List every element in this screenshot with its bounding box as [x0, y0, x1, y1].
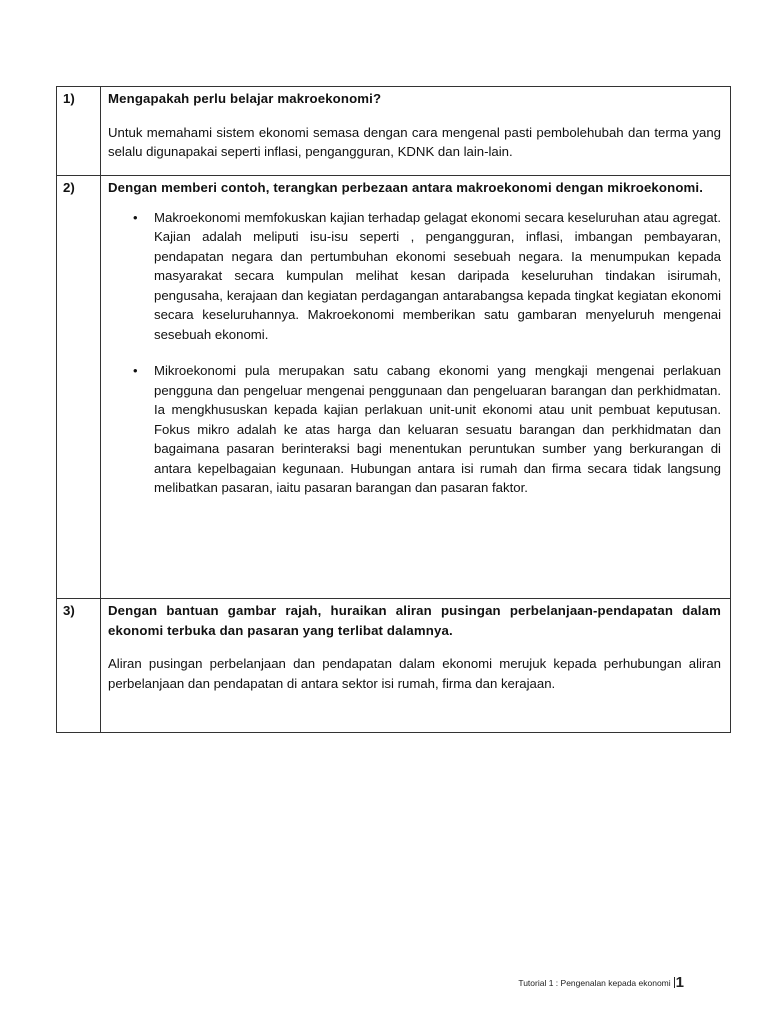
answer-text: Aliran pusingan perbelanjaan dan pendapatan dalam ekonomi merujuk kepada perhubungan aliran perbelanjaan dan pendapatan di antara sektor isi rumah, firma dan kerajaan. — [108, 656, 721, 691]
table-row — [57, 599, 731, 733]
bullet-text: Mikroekonomi pula merupakan satu cabang ekonomi yang mengkaji mengenai perlakuan pengguna dan pengeluar mengenai penggunaan dan pengeluaran barangan dan perkhidmatan. Ia mengkhususkan kepada kajian perlakuan unit-unit ekonomi atau unit pembuat keputusan. Fokus mikro adalah ke atas harga dan keluaran sesuatu barangan dan perkhidmatan dan bagaimana pasaran berinteraksi bagi menentukan peruntukan sumber yang berkurangan di antara kepelbagaian kegunaan. Hubungan antara isi rumah dan firma secara tidak langsung melibatkan pasaran, iaitu pasaran barangan dan pasaran faktor. — [154, 363, 721, 495]
question-number: 3) — [57, 599, 101, 733]
list-item — [108, 361, 721, 498]
question-number: 2) — [57, 176, 101, 599]
question-content — [101, 87, 731, 176]
table-row — [57, 87, 731, 176]
question-text: Dengan memberi contoh, terangkan perbezaan antara makroekonomi dengan mikroekonomi. — [108, 180, 704, 195]
question-text: Dengan bantuan gambar rajah, huraikan aliran pusingan perbelanjaan-pendapatan dalam ekonomi terbuka dan pasaran yang terlibat dalamnya. — [108, 603, 721, 638]
footer-divider — [674, 977, 675, 988]
table-row — [57, 176, 731, 599]
question-text: Mengapakah perlu belajar makroekonomi? — [108, 91, 382, 106]
footer-text: Tutorial 1 : Pengenalan kepada ekonomi — [518, 978, 671, 988]
answer-text: Untuk memahami sistem ekonomi semasa dengan cara mengenal pasti pembolehubah dan terma yang selalu digunapakai seperti inflasi, pengangguran, KDNK dan lain-lain. — [108, 124, 721, 159]
question-number: 1) — [57, 87, 101, 176]
question-content — [101, 599, 731, 733]
question-answer-table — [56, 86, 731, 733]
page-footer — [518, 974, 684, 991]
bullet-icon: • — [133, 363, 138, 378]
page-number: 1 — [675, 974, 684, 991]
bullet-text: Makroekonomi memfokuskan kajian terhadap gelagat ekonomi secara keseluruhan atau agregat. Kajian adalah meliputi isu-isu seperti , pengangguran, inflasi, imbangan pembayaran, pendapatan negara dan pertumbuhan ekonomi sesebuah negara. Ia menumpukan kepada masyarakat secara kumpulan melihat kesan daripada keseluruhan tindakan isirumah, pengusaha, kerajaan dan kegiatan perdagangan antarabangsa kepada tingkat kegiatan ekonomi secara keseluruhannya. Makroekonomi memberikan satu gambaran menyeluruh mengenai sesebuah ekonomi. — [154, 209, 721, 342]
bullet-icon: • — [133, 209, 138, 225]
question-content — [101, 176, 731, 599]
list-item — [108, 208, 721, 345]
answer-bullet-list — [108, 208, 721, 498]
